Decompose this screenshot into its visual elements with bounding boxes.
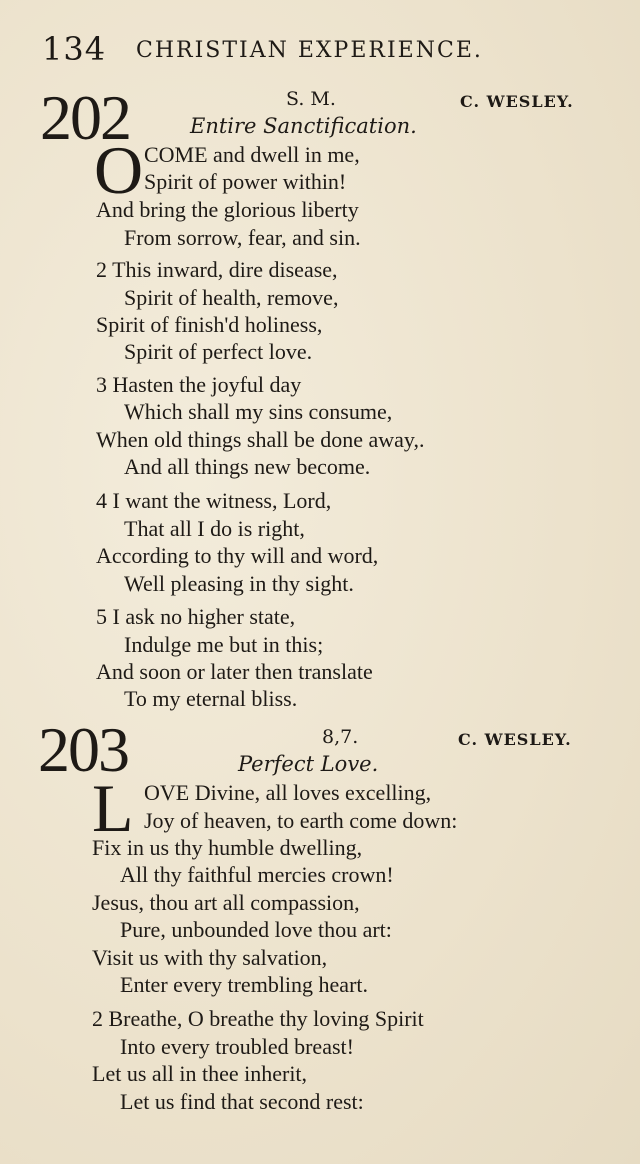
verse-line: And bring the glorious liberty bbox=[96, 197, 359, 222]
verse-line: When old things shall be done away,. bbox=[96, 427, 425, 452]
hymn-meter: S. M. bbox=[286, 88, 336, 110]
verse-line: According to thy will and word, bbox=[96, 543, 379, 568]
verse-line: Let us find that second rest: bbox=[120, 1089, 364, 1114]
verse-line: Joy of heaven, to earth come down: bbox=[144, 808, 458, 833]
hymn-author: C. WESLEY. bbox=[458, 730, 572, 749]
verse-line: 3 Hasten the joyful day bbox=[96, 372, 302, 397]
verse-line: Visit us with thy salvation, bbox=[92, 945, 328, 970]
verse-line: Pure, unbounded love thou art: bbox=[120, 917, 392, 942]
verse-line: Well pleasing in thy sight. bbox=[124, 571, 354, 596]
verse-line: And soon or later then translate bbox=[96, 659, 373, 684]
verse-line: Which shall my sins consume, bbox=[124, 399, 393, 424]
verse-line: Jesus, thou art all compassion, bbox=[92, 890, 360, 915]
verse-line: From sorrow, fear, and sin. bbox=[124, 225, 361, 250]
verse-line: 2 This inward, dire disease, bbox=[96, 257, 338, 282]
verse-line: Into every troubled breast! bbox=[120, 1034, 354, 1059]
verse-line: Fix in us thy humble dwelling, bbox=[92, 835, 363, 860]
drop-cap: L bbox=[92, 770, 134, 846]
verse-line: Let us all in thee inherit, bbox=[92, 1061, 308, 1086]
verse-line: All thy faithful mercies crown! bbox=[120, 862, 394, 887]
hymn-title: Perfect Love. bbox=[238, 752, 379, 776]
verse-line: 4 I want the witness, Lord, bbox=[96, 488, 332, 513]
verse-line: To my eternal bliss. bbox=[124, 686, 298, 711]
verse-line: That all I do is right, bbox=[124, 516, 305, 541]
hymn-number: 203 bbox=[38, 714, 128, 785]
hymn-number: 202 bbox=[40, 82, 130, 153]
verse-line: 2 Breathe, O breathe thy loving Spirit bbox=[92, 1006, 424, 1031]
drop-cap: O bbox=[94, 132, 144, 208]
running-title: CHRISTIAN EXPERIENCE. bbox=[136, 38, 483, 63]
verse-line: Spirit of health, remove, bbox=[124, 285, 339, 310]
running-head bbox=[40, 30, 600, 70]
hymn-title: Entire Sanctification. bbox=[190, 114, 417, 138]
verse-line: 5 I ask no higher state, bbox=[96, 604, 296, 629]
verse-line: Spirit of perfect love. bbox=[124, 339, 313, 364]
verse-line: OVE Divine, all loves excelling, bbox=[144, 780, 432, 805]
verse-line: Indulge me but in this; bbox=[124, 632, 324, 657]
verse-line: Enter every trembling heart. bbox=[120, 972, 369, 997]
verse-line: Spirit of power within! bbox=[144, 169, 347, 194]
page-number: 134 bbox=[42, 30, 107, 68]
verse-line: Spirit of finish'd holiness, bbox=[96, 312, 323, 337]
hymn-author: C. WESLEY. bbox=[460, 92, 574, 111]
hymn-meter: 8,7. bbox=[322, 726, 359, 748]
verse-line: And all things new become. bbox=[124, 454, 371, 479]
verse-line: COME and dwell in me, bbox=[144, 142, 360, 167]
